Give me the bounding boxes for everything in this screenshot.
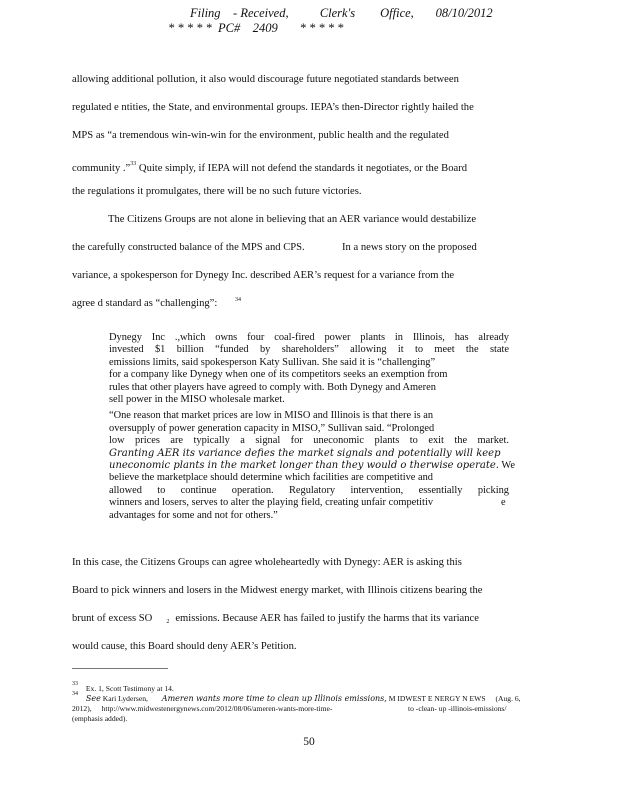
footnote-34-url: http://www.midwestenergynews.com/2012/08/06/ameren-wants-more-time- [101, 704, 333, 713]
body-line-9-text: agree d standard as “challenging”: [72, 298, 218, 309]
body-line-4 [72, 157, 552, 176]
quote-line-14-tail: e [501, 497, 506, 509]
quote-line-14 [109, 497, 509, 509]
quote-line-7: “One reason that market prices are low in MISO and Illinois is that there is an [109, 410, 434, 422]
footnote-34-see: See [85, 694, 101, 703]
quote-line-11-tail: We [498, 460, 515, 472]
after-line-2: Board to pick winners and losers in the Midwest energy market, with Illinois citizens bearing the [72, 585, 483, 596]
after-line-4: would cause, this Board should deny AER’s Petition. [72, 641, 297, 652]
body-line-5: the regulations it promulgates, there will be no such future victories. [72, 186, 362, 197]
body-line-3: MPS as “a tremendous win-win-win for the environment, public health and the regulated [72, 130, 449, 141]
filing-header-line-1: Filing - Received, Clerk's Office, 08/10/2012 [190, 6, 493, 20]
footnote-34-date: (Aug. 6, [495, 694, 521, 703]
block-quote [109, 332, 515, 522]
footnote-34-title: Ameren wants more time to clean up Illinois emissions, [161, 694, 387, 703]
quote-line-15: advantages for some and not for others.” [109, 509, 278, 521]
body-line-8: variance, a spokesperson for Dynegy Inc. described AER’s request for a variance from the [72, 270, 455, 281]
footnote-34-url-continued: to -clean- up -illinois-emissions/ [408, 704, 507, 713]
after-line-3-end: emissions. Because AER has failed to justify the harms that its variance [175, 613, 479, 624]
body-line-4-end: Quite simply, if IEPA will not defend the standards it negotiates, or the Board [136, 163, 468, 174]
after-line-1: In this case, the Citizens Groups can agree wholeheartedly with Dynegy: AER is asking this [72, 557, 462, 568]
footnote-ref-33: 33 [130, 161, 137, 167]
quote-line-13: allowed to continue operation. Regulatory intervention, essentially picking [109, 484, 509, 496]
footnote-34-line-3: (emphasis added). [72, 714, 128, 723]
quote-line-4: for a company like Dynegy when one of its competitors seeks an exemption from [109, 369, 448, 381]
body-line-4-start: community .” [72, 163, 131, 174]
body-line-6: The Citizens Groups are not alone in believing that an AER variance would destabilize [108, 214, 477, 225]
quote-line-1: Dynegy Inc .,which owns four coal-fired power plants in Illinois, has already [109, 332, 509, 343]
footnote-34-year: 2012), [72, 704, 92, 713]
page-number: 50 [303, 736, 315, 748]
body-line-7-end: In a news story on the proposed [342, 242, 477, 253]
footnote-34 [72, 689, 544, 724]
footnote-33-text: Ex. 1, Scott Testimony at 14. [85, 684, 174, 693]
quote-line-14-text: winners and losers, serves to alter the playing field, creating unfair competitiv [109, 497, 434, 509]
quote-line-12: believe the marketplace should determine which facilities are competitive and [109, 472, 433, 484]
quote-line-10-emphasis: Granting AER its variance defies the market signals and potentially will keep [109, 447, 501, 459]
quote-line-8: oversupply of power generation capacity in MISO,” Sullivan said. “Prolonged [109, 422, 435, 434]
footnote-34-line-2 [72, 704, 544, 714]
body-line-7 [72, 241, 552, 255]
footnote-34-author: Kari Lydersen, [102, 694, 148, 703]
after-line-3-start: brunt of excess SO [72, 613, 153, 624]
body-line-1: allowing additional pollution, it also would discourage future negotiated standards between [72, 74, 459, 85]
quote-line-3: emissions limits, said spokesperson Katy Sullivan. She said it is “challenging” [109, 356, 436, 368]
quote-line-2: invested $1 billion “funded by shareholders” allowing it to meet the state [109, 344, 509, 356]
body-line-9 [72, 297, 552, 311]
footnote-34-number: 34 [72, 691, 78, 697]
footnote-divider [72, 668, 168, 669]
footnote-ref-34: 34 [235, 297, 241, 303]
quote-line-6: sell power in the MISO wholesale market. [109, 394, 285, 406]
footnote-34-line-1 [72, 689, 544, 704]
so2-subscript: 2 [166, 619, 170, 625]
after-line-3 [72, 612, 552, 629]
quote-line-11-emphasis: uneconomic plants in the market longer than they would o therwise operate. [109, 460, 499, 472]
quote-line-9: low prices are typically a signal for uneconomic plants to exit the market. [109, 435, 509, 447]
quote-line-11 [109, 460, 515, 472]
footnote-34-publication: M IDWEST E NERGY N EWS [388, 694, 486, 703]
body-line-2: regulated e ntities, the State, and environmental groups. IEPA’s then-Director rightly hailed the [72, 102, 474, 113]
quote-line-5: rules that other players have agreed to comply with. Both Dynegy and Ameren [109, 381, 436, 393]
filing-header-line-2: * * * * * PC# 2409 * * * * * [168, 21, 344, 35]
footnote-33-number: 33 [72, 681, 78, 687]
body-line-7-start: the carefully constructed balance of the MPS and CPS. [72, 242, 305, 253]
